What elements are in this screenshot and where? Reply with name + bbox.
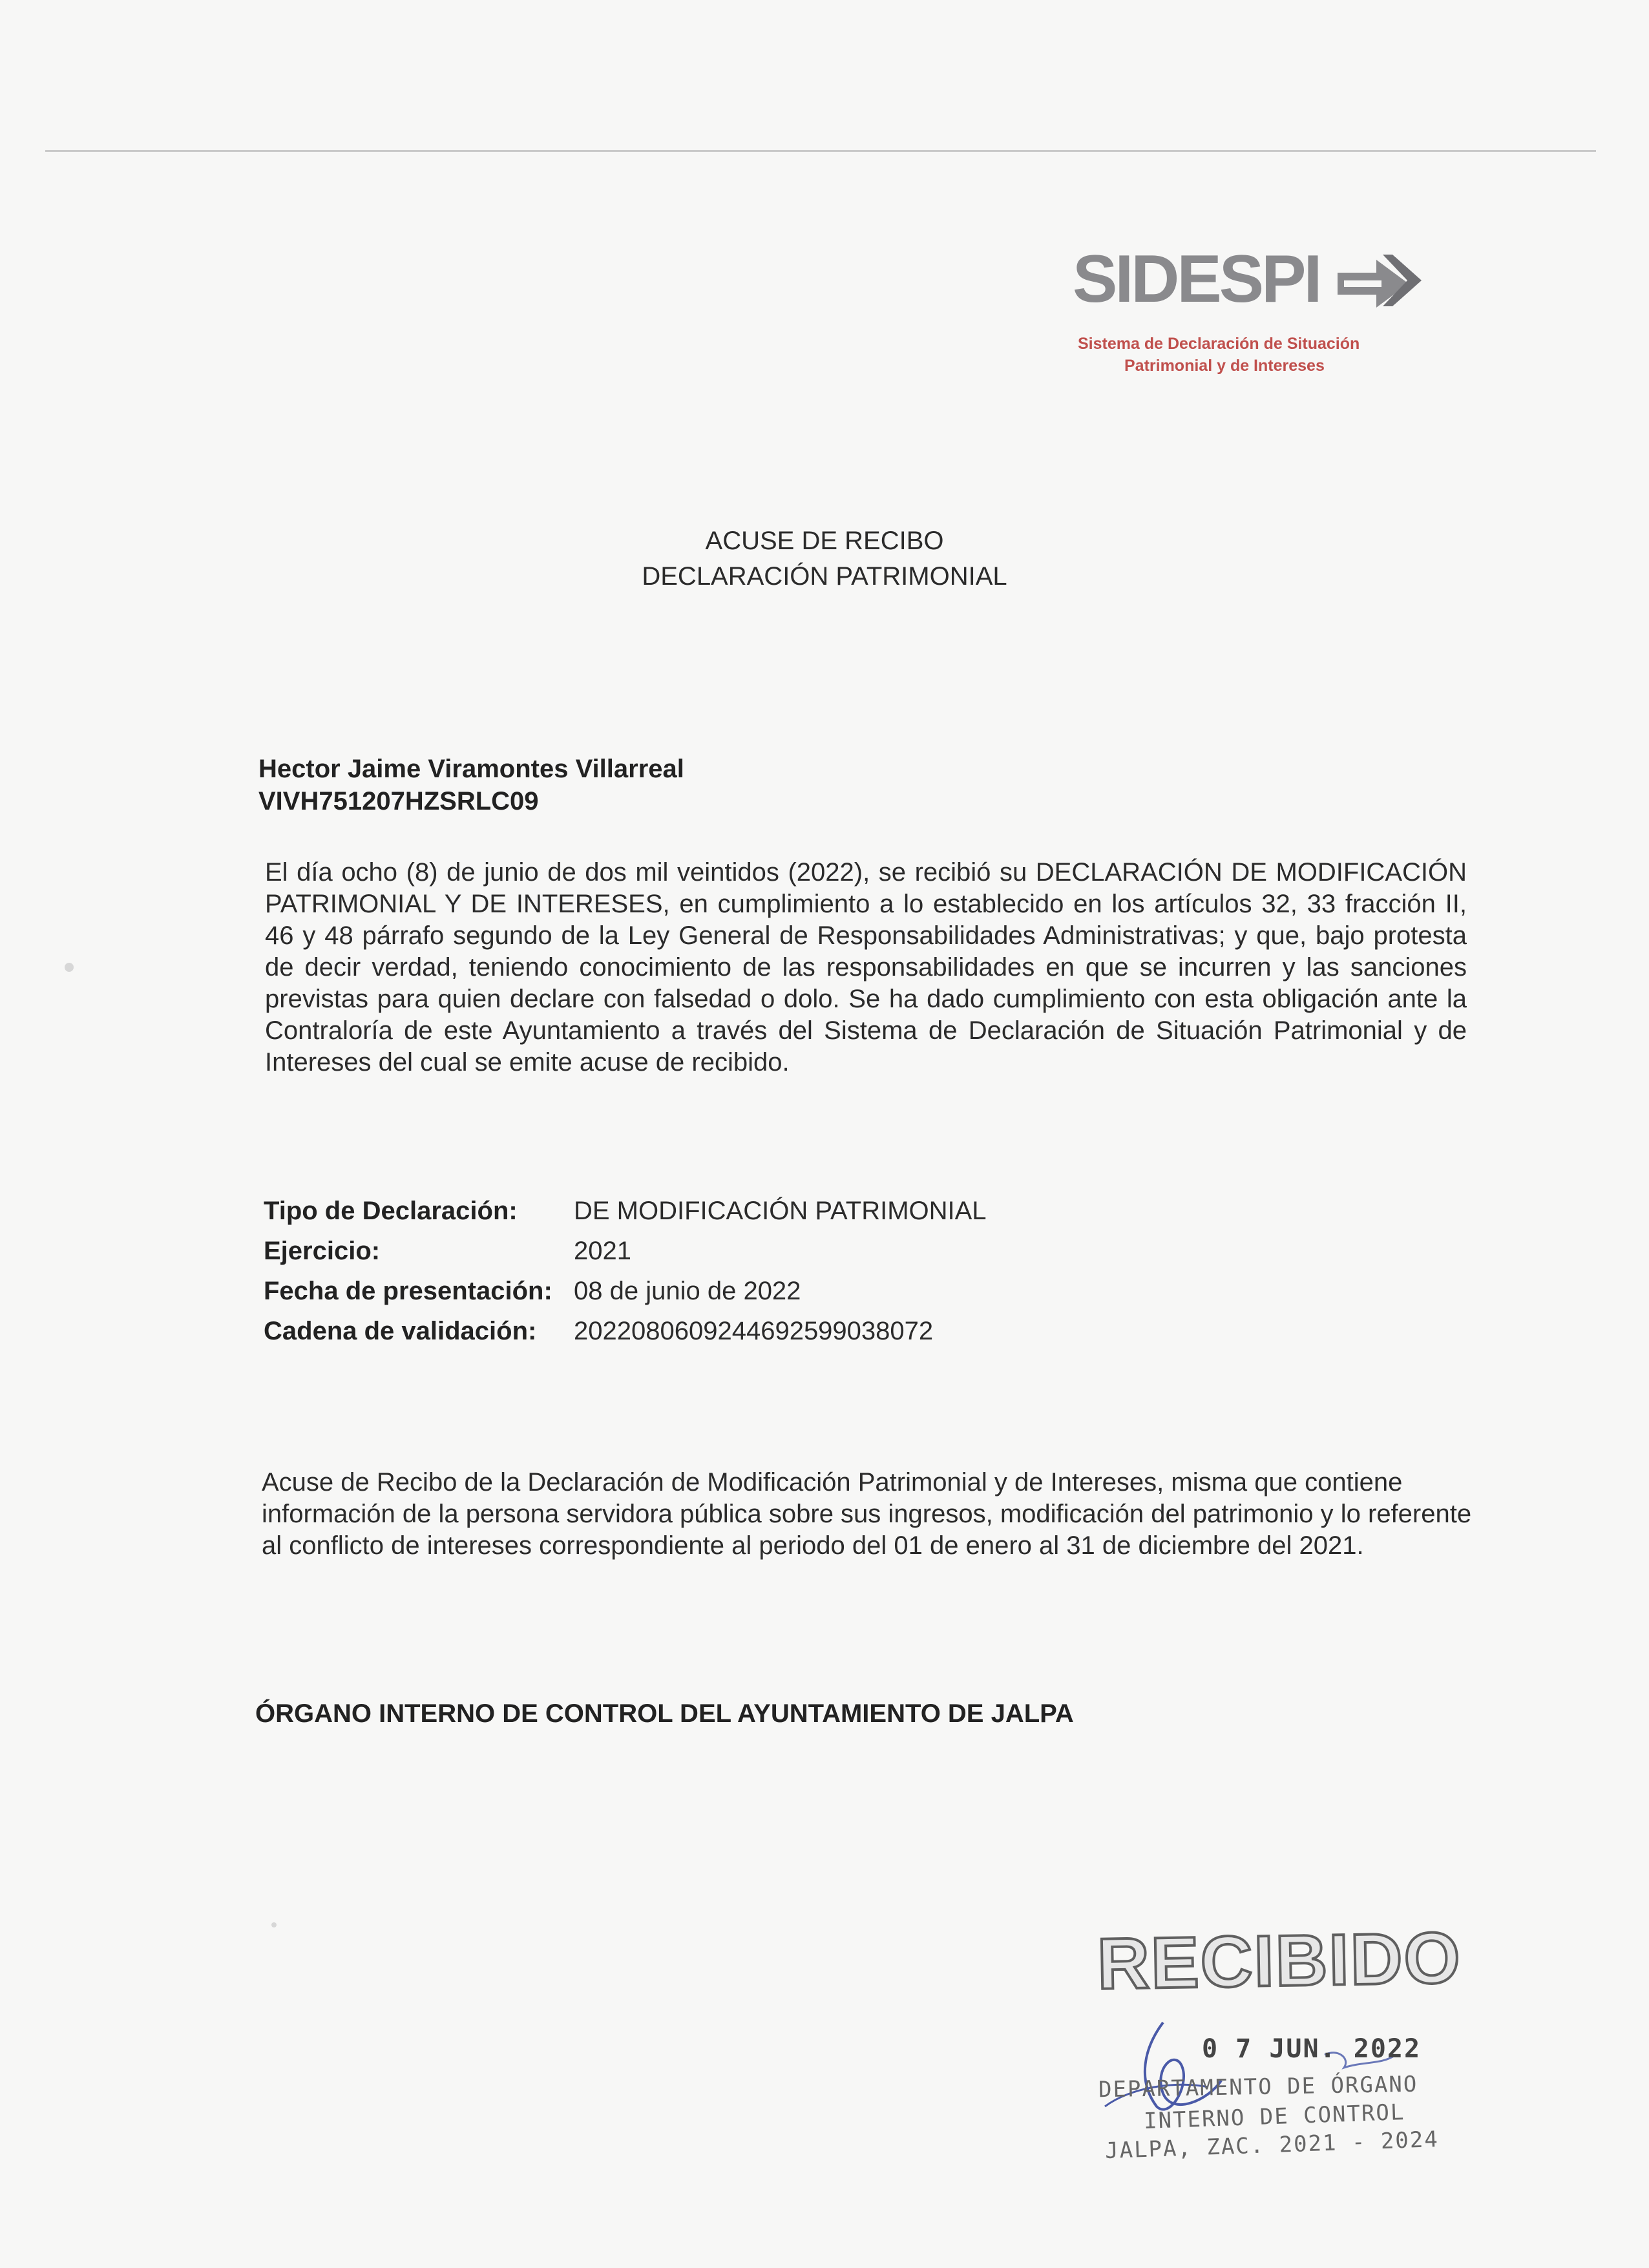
summary-paragraph: Acuse de Recibo de la Declaración de Modificación Patrimonial y de Intereses, misma que contiene información de la persona servidora pública sobre sus ingresos, modificación del patrimonio y lo referente al conflicto de intereses correspondiente al periodo del 01 de enero al 31 de diciembre del 2021. (262, 1468, 1472, 1560)
sidespi-logo (1073, 242, 1434, 388)
scan-speck (65, 963, 74, 972)
received-stamp (1092, 1919, 1506, 2178)
declarant-name: Hector Jaime Viramontes Villarreal (258, 755, 684, 783)
stamp-date: 0 7 JUN. 2022 (1202, 2034, 1422, 2064)
field-label: Ejercicio: (264, 1237, 381, 1265)
logo-subtitle-line2: Patrimonial y de Intereses (1124, 357, 1325, 375)
declarant-rfc: VIVH751207HZSRLC09 (258, 787, 539, 815)
stamp-word: RECIBIDO (1096, 1917, 1462, 2004)
field-value: 08 de junio de 2022 (574, 1277, 801, 1305)
organization-name: ÓRGANO INTERNO DE CONTROL DEL AYUNTAMIENTO DE JALPA (255, 1699, 1074, 1728)
document-title-line1: ACUSE DE RECIBO (705, 527, 944, 555)
field-value: DE MODIFICACIÓN PATRIMONIAL (574, 1197, 987, 1225)
logo-arrow-icon (1331, 248, 1428, 319)
field-label: Tipo de Declaración: (264, 1197, 518, 1225)
stamp-line3: JALPA, ZAC. 2021 - 2024 (1104, 2126, 1440, 2165)
document-title-line2: DECLARACIÓN PATRIMONIAL (642, 562, 1007, 591)
field-value: 2021 (574, 1237, 631, 1265)
logo-word: SIDESPI (1073, 242, 1320, 317)
stamp-line1: DEPARTAMENTO DE ÓRGANO (1098, 2071, 1418, 2103)
scan-speck (271, 1922, 277, 1927)
field-label: Fecha de presentación: (264, 1277, 552, 1305)
receipt-paragraph: El día ocho (8) de junio de dos mil veintidos (2022), se recibió su DECLARACIÓN DE MODIFICACIÓN PATRIMONIAL Y DE INTERESES, en cumplimiento a lo establecido en los artículos 32, 33 fracción II, 46 y 48 párrafo segundo de la Ley General de Responsabilidades Administrativas; y que, bajo protesta de decir verdad, teniendo conocimiento de las responsabilidades en que se incurren y las sanciones previstas para quien declare con falsedad o dolo. Se ha dado cumplimiento con esta obligación ante la Contraloría de este Ayuntamiento a través del Sistema de Declaración de Situación Patrimonial y de Intereses del cual se emite acuse de recibido. (265, 858, 1467, 1076)
logo-subtitle-line1: Sistema de Declaración de Situación (1078, 335, 1360, 353)
field-label: Cadena de validación: (264, 1317, 537, 1345)
top-rule (45, 150, 1596, 152)
stamp-line2: INTERNO DE CONTROL (1143, 2099, 1406, 2135)
field-value: 20220806092446925990380​72 (574, 1317, 934, 1345)
